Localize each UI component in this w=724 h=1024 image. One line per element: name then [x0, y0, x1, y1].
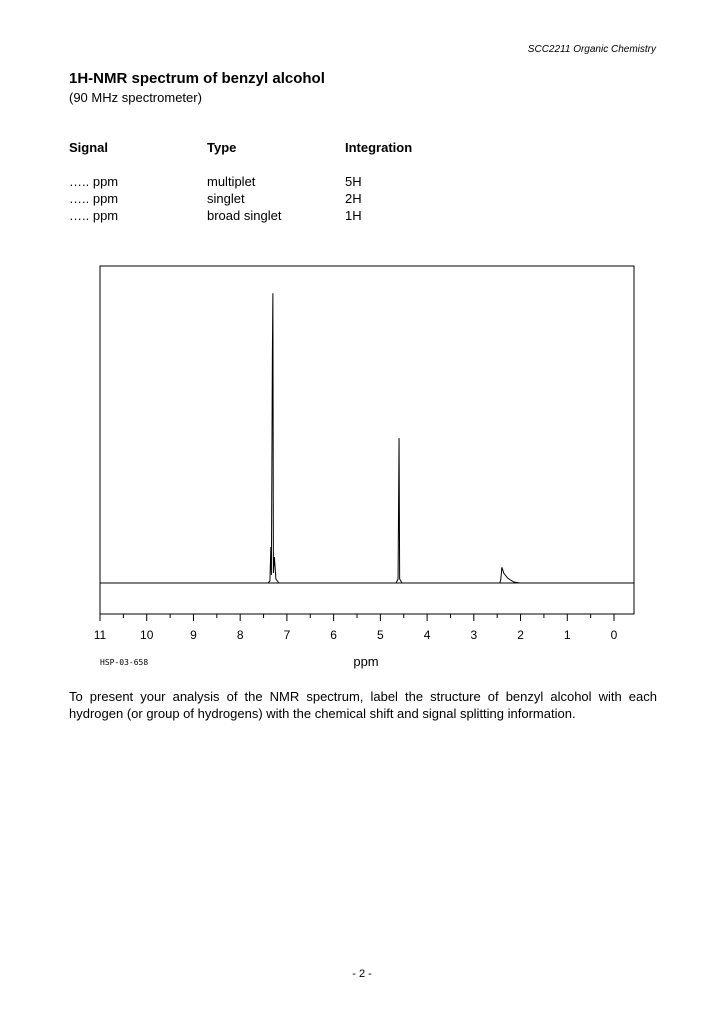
row-1-signal: ….. ppm: [69, 174, 119, 189]
x-tick-label: 4: [423, 628, 431, 642]
peak-3: [500, 567, 520, 583]
header-signal: Signal: [69, 140, 109, 155]
plot-frame: [100, 266, 634, 614]
row-2-type: singlet: [207, 191, 245, 206]
x-tick-label: 2: [517, 628, 524, 642]
x-tick-label: 10: [140, 628, 154, 642]
row-2-integration: 2H: [345, 191, 362, 206]
x-tick-label: 7: [283, 628, 291, 642]
x-tick-label: 8: [236, 628, 244, 642]
row-3-integration: 1H: [345, 208, 362, 223]
x-tick-label: 5: [377, 628, 384, 642]
page-title: 1H-NMR spectrum of benzyl alcohol: [69, 70, 325, 87]
x-axis-label: ppm: [353, 654, 379, 669]
row-3-type: broad singlet: [207, 208, 282, 223]
peak-2: [396, 438, 402, 583]
page-subtitle: (90 MHz spectrometer): [69, 90, 202, 105]
x-tick-label: 9: [190, 628, 197, 642]
header-integration: Integration: [345, 140, 413, 155]
spectrum-id-annotation: HSP-03-658: [100, 658, 149, 667]
x-tick-label: 11: [93, 628, 107, 642]
x-tick-label: 3: [470, 628, 478, 642]
instruction-paragraph: To present your analysis of the NMR spectrum, label the structure of benzyl alcohol with each hydrogen (or group of hydrogens) with the chemical shift and signal splitting information.: [69, 689, 657, 721]
course-header: SCC2211 Organic Chemistry: [527, 44, 656, 55]
header-type: Type: [207, 140, 237, 155]
page-number: - 2 -: [352, 968, 372, 980]
row-3-signal: ….. ppm: [69, 208, 119, 223]
x-tick-label: 1: [563, 628, 571, 642]
peak-1: [268, 293, 279, 583]
x-tick-label: 0: [610, 628, 618, 642]
row-1-integration: 5H: [345, 174, 362, 189]
x-tick-label: 6: [330, 628, 337, 642]
row-1-type: multiplet: [207, 174, 256, 189]
row-2-signal: ….. ppm: [69, 191, 119, 206]
